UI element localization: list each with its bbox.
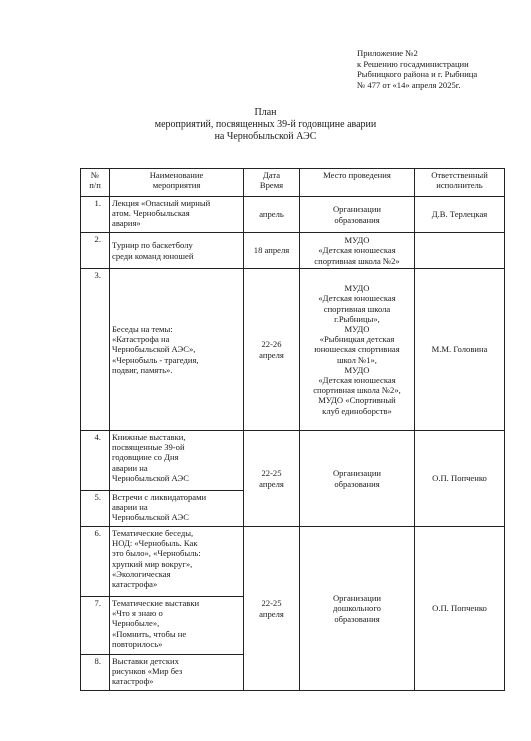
row-date: 18 апреля: [244, 233, 300, 269]
row-resp: М.М. Головина: [415, 269, 505, 431]
row-date: 22-25 апреля: [244, 431, 300, 527]
appendix-block: [357, 48, 477, 90]
row-place: Организации образования: [300, 431, 415, 527]
row-resp: [415, 233, 505, 269]
appendix-line: Приложение №2: [357, 48, 418, 58]
row-date: 22-25 апреля: [244, 527, 300, 691]
row-place: МУДО «Детская юношеская спортивная школа №2»: [300, 233, 415, 269]
row-place: Организации дошкольного образования: [300, 527, 415, 691]
title-line: План: [254, 107, 277, 118]
header-place: Место проведения: [300, 169, 415, 197]
row-date: апрель: [244, 197, 300, 233]
row-name: Встречи с ликвидаторами аварии на Чернобыльской АЭС: [110, 491, 244, 527]
row-place: МУДО «Детская юношеская спортивная школа г.Рыбницы», МУДО «Рыбницкая детская юношеская спортивная школ №1», МУДО «Детская юношеская спортивная школа №2», МУДО «Спортивный клуб единоборств»: [300, 269, 415, 431]
row-name: Выставки детских рисунков «Мир без катастроф»: [110, 655, 244, 691]
row-num: 4.: [81, 431, 110, 491]
header-name: Наименование мероприятия: [110, 169, 244, 197]
row-resp: О.П. Попченко: [415, 527, 505, 691]
title-line: на Чернобыльской АЭС: [214, 131, 317, 142]
table-header-row: [81, 169, 505, 197]
header-date: Дата Время: [244, 169, 300, 197]
appendix-line: Рыбницкого района и г. Рыбница: [357, 69, 478, 80]
row-num: 8.: [81, 655, 110, 691]
row-num: 3.: [81, 269, 110, 431]
row-num: 5.: [81, 491, 110, 527]
header-num: № п/п: [81, 169, 110, 197]
row-name: Турнир по баскетболу среди команд юношей: [110, 233, 244, 269]
row-resp: Д.В. Терлецкая: [415, 197, 505, 233]
table-row: [81, 431, 505, 491]
header-resp: Ответственный исполнитель: [415, 169, 505, 197]
row-place: Организации образования: [300, 197, 415, 233]
table-row: [81, 269, 505, 431]
row-name: Тематические беседы, НОД: «Чернобыль. Как это было», «Чернобыль: хрупкий мир вокруг», «Экологическая катастрофа»: [110, 527, 244, 597]
table-row: [81, 527, 505, 597]
row-num: 1.: [81, 197, 110, 233]
row-name: Лекция «Опасный мирный атом. Чернобыльская авария»: [110, 197, 244, 233]
events-table: [80, 168, 505, 691]
row-num: 6.: [81, 527, 110, 597]
appendix-line: № 477 от «14» апреля 2025г.: [357, 79, 461, 90]
appendix-line: к Решению госадминистрации: [357, 58, 469, 69]
table-row: [81, 233, 505, 269]
row-num: 2.: [81, 233, 110, 269]
row-resp: О.П. Попченко: [415, 431, 505, 527]
row-name: Книжные выставки, посвященные 39-ой годовщине со Дня аварии на Чернобыльской АЭС: [110, 431, 244, 491]
row-name: Тематические выставки «Что я знаю о Чернобыле», «Помнить, чтобы не повторилось»: [110, 597, 244, 655]
title-line: мероприятий, посвященных 39-й годовщине аварии: [154, 119, 377, 130]
document-title: [0, 107, 531, 143]
row-date: 22-26 апреля: [244, 269, 300, 431]
table-row: [81, 197, 505, 233]
row-name: Беседы на темы: «Катастрофа на Чернобыльской АЭС», «Чернобыль - трагедия, подвиг, память».: [110, 269, 244, 431]
row-num: 7.: [81, 597, 110, 655]
